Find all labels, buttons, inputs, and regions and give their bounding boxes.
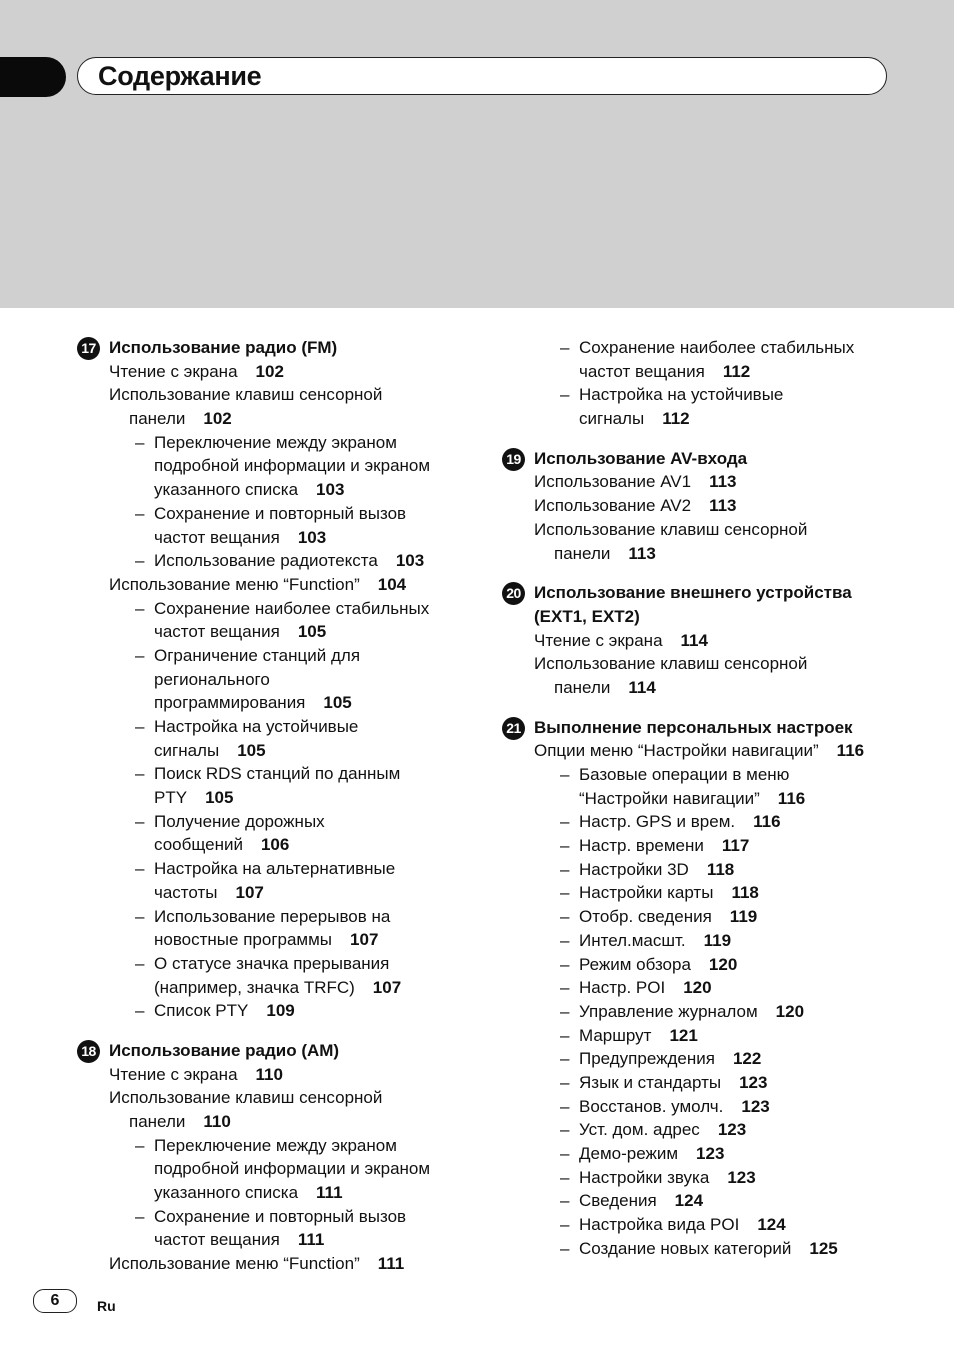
dash-bullet: – [135, 645, 145, 665]
dash-bullet: – [560, 1191, 570, 1211]
toc-entry[interactable] [75, 833, 475, 857]
toc-entry-text: Использование меню “Function” [109, 1254, 360, 1274]
toc-entry[interactable] [500, 470, 940, 494]
toc-entry-text: панели [554, 677, 611, 697]
toc-entry-text: Восстанов. умолч. [579, 1096, 724, 1116]
toc-entry[interactable] [500, 629, 940, 653]
toc-entry[interactable] [75, 691, 475, 715]
toc-page-number: 119 [703, 930, 732, 950]
toc-entry-text: Использование радиотекста [154, 551, 378, 571]
toc-entry[interactable] [75, 526, 475, 550]
toc-entry[interactable] [500, 1189, 940, 1213]
toc-entry-text: Опции меню “Настройки навигации” [534, 741, 819, 761]
toc-page-number: 111 [377, 1254, 405, 1274]
toc-entry[interactable] [75, 549, 475, 573]
toc-entry-text: Настройка вида POI [579, 1215, 740, 1235]
section-gap [500, 565, 940, 581]
dash-bullet: – [560, 385, 570, 405]
toc-entry[interactable] [500, 542, 940, 566]
section-gap [75, 1023, 475, 1039]
dash-bullet: – [135, 551, 145, 571]
toc-section-heading [500, 447, 940, 471]
toc-entry [75, 668, 475, 692]
toc-page-number: 107 [235, 882, 264, 902]
toc-entry[interactable] [500, 1071, 940, 1095]
toc-page-number: 103 [297, 527, 327, 547]
toc-entry [75, 762, 475, 786]
toc-page-number: 102 [203, 409, 232, 429]
toc-entry[interactable] [500, 739, 940, 763]
toc-entry[interactable] [500, 1118, 940, 1142]
toc-entry [75, 1134, 475, 1158]
toc-page-number: 116 [753, 812, 781, 832]
toc-entry[interactable] [75, 739, 475, 763]
toc-page-number: 113 [709, 496, 737, 516]
toc-entry[interactable] [75, 999, 475, 1023]
toc-entry[interactable] [500, 360, 940, 384]
dash-bullet: – [135, 432, 145, 452]
toc-entry[interactable] [500, 1000, 940, 1024]
dash-bullet: – [135, 906, 145, 926]
toc-page-number: 122 [732, 1049, 762, 1069]
dash-bullet: – [135, 1206, 145, 1226]
toc-entry-text: Список PTY [154, 1001, 249, 1021]
toc-page-number: 112 [662, 409, 690, 429]
toc-section-heading [500, 581, 940, 605]
toc-page-number: 112 [722, 361, 751, 381]
toc-page-number: 114 [680, 630, 708, 650]
dash-bullet: – [135, 859, 145, 879]
toc-entry-text: Использование AV2 [534, 496, 692, 516]
toc-entry [75, 644, 475, 668]
toc-page-number: 110 [203, 1112, 231, 1131]
toc-entry[interactable] [500, 1213, 940, 1237]
toc-entry-text: Уст. дом. адрес [579, 1120, 700, 1140]
toc-entry-text: частот вещания [579, 361, 705, 381]
toc-page-number: 114 [628, 677, 656, 697]
toc-page-number: 125 [809, 1238, 838, 1258]
toc-entry-text: Использование радио (FM) [109, 338, 338, 357]
dash-bullet: – [135, 598, 145, 618]
toc-entry [75, 502, 475, 526]
toc-page-number: 120 [708, 954, 738, 974]
toc-entry-text: частоты [154, 882, 218, 902]
toc-entry[interactable] [75, 620, 475, 644]
toc-entry-text: Чтение с экрана [534, 630, 663, 650]
toc-page-number: 110 [255, 1064, 283, 1084]
toc-entry-text: PTY [154, 788, 188, 808]
toc-entry[interactable] [500, 1095, 940, 1119]
toc-page-number: 124 [757, 1215, 786, 1235]
toc-entry [75, 1157, 475, 1181]
toc-page-number: 121 [669, 1025, 698, 1045]
toc-entry[interactable] [75, 360, 475, 384]
toc-page-number: 124 [674, 1191, 704, 1211]
dash-bullet: – [135, 1001, 145, 1021]
toc-entry-text: программирования [154, 693, 306, 713]
toc-entry[interactable] [500, 905, 940, 929]
toc-entry-text: Базовые операции в меню [579, 765, 790, 784]
dash-bullet: – [560, 954, 570, 974]
toc-entry [500, 763, 940, 787]
toc-entry-text: Создание новых категорий [579, 1238, 792, 1258]
toc-entry[interactable] [75, 928, 475, 952]
toc-entry[interactable] [500, 1024, 940, 1048]
toc-entry[interactable] [500, 1166, 940, 1190]
toc-entry[interactable] [500, 953, 940, 977]
toc-entry [500, 336, 940, 360]
dash-bullet: – [560, 836, 570, 856]
toc-entry[interactable] [500, 834, 940, 858]
toc-entry-text: Поиск RDS станций по данным [154, 764, 401, 784]
dash-bullet: – [560, 1120, 570, 1140]
toc-entry-text: указанного списка [154, 1183, 299, 1203]
toc-page-number: 106 [260, 835, 290, 855]
toc-page-number: 123 [696, 1144, 725, 1163]
toc-page-number: 116 [777, 788, 806, 808]
toc-page-number: 123 [727, 1167, 756, 1187]
toc-entry-text: Сведения [579, 1191, 657, 1211]
toc-page-number: 105 [297, 622, 327, 642]
section-gap [500, 700, 940, 716]
dash-bullet: – [560, 1144, 570, 1163]
title-box [77, 57, 887, 95]
toc-entry-text: Чтение с экрана [109, 1064, 238, 1084]
dash-bullet: – [560, 812, 570, 832]
toc-entry-text: Использование AV1 [534, 472, 692, 492]
toc-entry-text: Сохранение и повторный вызов [154, 503, 407, 523]
toc-entry[interactable] [500, 407, 940, 431]
toc-section-heading [500, 716, 940, 740]
dash-bullet: – [560, 1049, 570, 1069]
toc-entry-text: Настройки звука [579, 1167, 710, 1187]
toc-section-heading [75, 1039, 475, 1063]
toc-page-number: 111 [297, 1230, 325, 1250]
toc-entry-text: Настройка на устойчивые [579, 385, 784, 405]
toc-entry-text: Использование внешнего устройства [534, 583, 852, 603]
toc-page-number: 113 [628, 543, 656, 563]
toc-entry-text: Ограничение станций для [154, 645, 361, 665]
toc-entry-text: Использование клавиш сенсорной [109, 385, 383, 405]
toc-page-number: 107 [350, 930, 379, 950]
toc-entry-text: Использование клавиш сенсорной [534, 519, 808, 539]
language-label: Ru [97, 1298, 116, 1314]
toc-entry-text: Предупреждения [579, 1049, 715, 1069]
toc-page-number: 109 [266, 1001, 295, 1021]
toc-page-number: 116 [836, 741, 865, 761]
dash-bullet: – [135, 811, 145, 831]
toc-entry[interactable] [75, 786, 475, 810]
toc-page-number: 123 [717, 1120, 747, 1140]
toc-entry[interactable] [500, 881, 940, 905]
toc-entry-text: частот вещания [154, 527, 280, 547]
dash-bullet: – [560, 338, 570, 357]
toc-entry-text: Настр. GPS и врем. [579, 812, 736, 832]
toc-entry-text: Получение дорожных [154, 811, 325, 831]
toc-page-number: 107 [372, 977, 402, 997]
toc-entry[interactable] [500, 676, 940, 700]
toc-entry-text: Использование AV-входа [534, 448, 748, 468]
toc-entry [500, 652, 940, 676]
toc-page-number: 113 [709, 472, 737, 492]
toc-entry [75, 905, 475, 929]
toc-entry[interactable] [75, 976, 475, 1000]
toc-entry-text: панели [129, 409, 186, 429]
toc-entry[interactable] [75, 407, 475, 431]
toc-entry-text: (EXT1, EXT2) [534, 606, 640, 626]
dash-bullet: – [560, 859, 570, 879]
toc-entry-text: Настр. POI [579, 978, 666, 998]
toc-entry-text: сообщений [154, 835, 243, 855]
toc-entry-text: Использование перерывов на [154, 906, 391, 926]
toc-entry[interactable] [75, 881, 475, 905]
toc-entry[interactable] [500, 858, 940, 882]
toc-entry [500, 383, 940, 407]
toc-page-number: 104 [377, 574, 407, 594]
toc-entry-text: сигналы [579, 409, 645, 429]
toc-entry-text: Настройка на устойчивые [154, 717, 359, 736]
toc-entry-text: новостные программы [154, 930, 333, 950]
toc-entry-text: Интел.масшт. [579, 930, 686, 950]
toc-entry [75, 597, 475, 621]
toc-entry-text: подробной информации и экраном [154, 1159, 431, 1179]
toc-page-number: 120 [775, 1001, 805, 1021]
toc-entry-text: Использование клавиш сенсорной [109, 1088, 383, 1108]
toc-entry[interactable] [75, 1181, 475, 1205]
toc-entry[interactable] [500, 929, 940, 953]
toc-entry[interactable] [500, 1237, 940, 1261]
toc-page-number: 111 [316, 1183, 343, 1203]
toc-entry[interactable] [500, 1142, 940, 1166]
toc-entry-text: Настройка на альтернативные [154, 859, 396, 879]
toc-entry [75, 1205, 475, 1229]
toc-entry[interactable] [75, 1110, 475, 1134]
toc-page-number: 105 [205, 788, 234, 808]
toc-entry-text: Использование меню “Function” [109, 574, 360, 594]
toc-page-number: 118 [706, 859, 735, 879]
toc-entry-text: Отобр. сведения [579, 907, 712, 927]
toc-entry[interactable] [500, 1047, 940, 1071]
toc-left-column [75, 336, 475, 1276]
toc-page-number: 123 [741, 1096, 770, 1116]
toc-entry [75, 454, 475, 478]
toc-entry-text: Настройки карты [579, 883, 714, 903]
page-number: 6 [33, 1289, 77, 1313]
toc-entry-text: панели [129, 1112, 186, 1131]
toc-entry-text: Использование клавиш сенсорной [534, 654, 808, 674]
toc-entry[interactable] [75, 1228, 475, 1252]
toc-entry-text: указанного списка [154, 480, 299, 500]
dash-bullet: – [560, 907, 570, 927]
toc-page-number: 123 [739, 1072, 768, 1092]
toc-entry[interactable] [500, 787, 940, 811]
toc-entry-text: регионального [154, 669, 270, 689]
toc-entry[interactable] [75, 1252, 475, 1276]
toc-entry[interactable] [500, 976, 940, 1000]
toc-entry-text: Сохранение наиболее стабильных [579, 338, 855, 357]
toc-page-number: 103 [316, 480, 345, 500]
section-tab-marker [0, 57, 66, 97]
toc-entry-text: Управление журналом [579, 1001, 758, 1021]
toc-entry-text: Режим обзора [579, 954, 691, 974]
toc-entry-text: Переключение между экраном [154, 432, 397, 452]
dash-bullet: – [560, 1025, 570, 1045]
dash-bullet: – [560, 930, 570, 950]
toc-entry-text: Настройки 3D [579, 859, 689, 879]
toc-page-number: 105 [323, 693, 352, 713]
toc-entry[interactable] [500, 494, 940, 518]
dash-bullet: – [560, 978, 570, 998]
chapter-number-badge: 19 [502, 448, 525, 471]
toc-entry-text: Маршрут [579, 1025, 652, 1045]
toc-entry-text: Сохранение наиболее стабильных [154, 598, 430, 618]
toc-entry-text: Язык и стандарты [579, 1072, 722, 1092]
toc-entry-text: Настр. времени [579, 836, 704, 856]
dash-bullet: – [560, 883, 570, 903]
dash-bullet: – [135, 503, 145, 523]
dash-bullet: – [135, 1135, 145, 1155]
toc-page-number: 118 [731, 883, 759, 903]
dash-bullet: – [560, 1096, 570, 1116]
toc-entry [75, 715, 475, 739]
toc-entry-text: частот вещания [154, 1230, 280, 1250]
dash-bullet: – [135, 764, 145, 784]
toc-entry [75, 810, 475, 834]
chapter-number-badge: 20 [502, 582, 525, 605]
toc-entry-text: О статусе значка прерывания [154, 953, 390, 973]
toc-right-column [500, 336, 940, 1260]
toc-entry [75, 431, 475, 455]
toc-entry-text: подробной информации и экраном [154, 456, 431, 476]
toc-entry-text: Использование радио (AM) [109, 1040, 340, 1060]
toc-entry-text: частот вещания [154, 622, 280, 642]
dash-bullet: – [560, 765, 570, 784]
toc-page-number: 120 [683, 978, 712, 998]
toc-page-number: 103 [395, 551, 425, 571]
toc-entry-text: панели [554, 543, 611, 563]
dash-bullet: – [135, 717, 145, 736]
toc-entry[interactable] [75, 573, 475, 597]
toc-entry-text: Выполнение персональных настроек [534, 717, 853, 737]
toc-entry [75, 1086, 475, 1110]
toc-entry [75, 383, 475, 407]
toc-entry[interactable] [75, 1063, 475, 1087]
toc-entry[interactable] [500, 810, 940, 834]
header-band [0, 0, 954, 308]
chapter-number-badge: 17 [77, 337, 100, 360]
toc-entry [500, 518, 940, 542]
chapter-number-badge: 21 [502, 717, 525, 740]
toc-section-heading [500, 605, 940, 629]
dash-bullet: – [560, 1238, 570, 1258]
section-gap [500, 431, 940, 447]
dash-bullet: – [560, 1215, 570, 1235]
toc-section-heading [75, 336, 475, 360]
dash-bullet: – [560, 1167, 570, 1187]
toc-entry-text: Демо-режим [579, 1144, 679, 1163]
chapter-number-badge: 18 [77, 1040, 100, 1063]
toc-entry[interactable] [75, 478, 475, 502]
toc-entry-text: Чтение с экрана [109, 361, 238, 381]
toc-page-number: 119 [729, 907, 758, 927]
dash-bullet: – [560, 1072, 570, 1092]
toc-page-number: 117 [721, 836, 750, 856]
toc-entry [75, 857, 475, 881]
toc-entry-text: сигналы [154, 740, 220, 760]
toc-entry-text: “Настройки навигации” [579, 788, 760, 808]
toc-entry-text: Переключение между экраном [154, 1135, 397, 1155]
toc-page-number: 102 [255, 361, 284, 381]
toc-entry-text: (например, значка TRFC) [154, 977, 355, 997]
dash-bullet: – [135, 953, 145, 973]
dash-bullet: – [560, 1001, 570, 1021]
toc-page-number: 105 [237, 740, 266, 760]
toc-entry-text: Сохранение и повторный вызов [154, 1206, 407, 1226]
page-title: Содержание [98, 61, 262, 91]
toc-entry [75, 952, 475, 976]
